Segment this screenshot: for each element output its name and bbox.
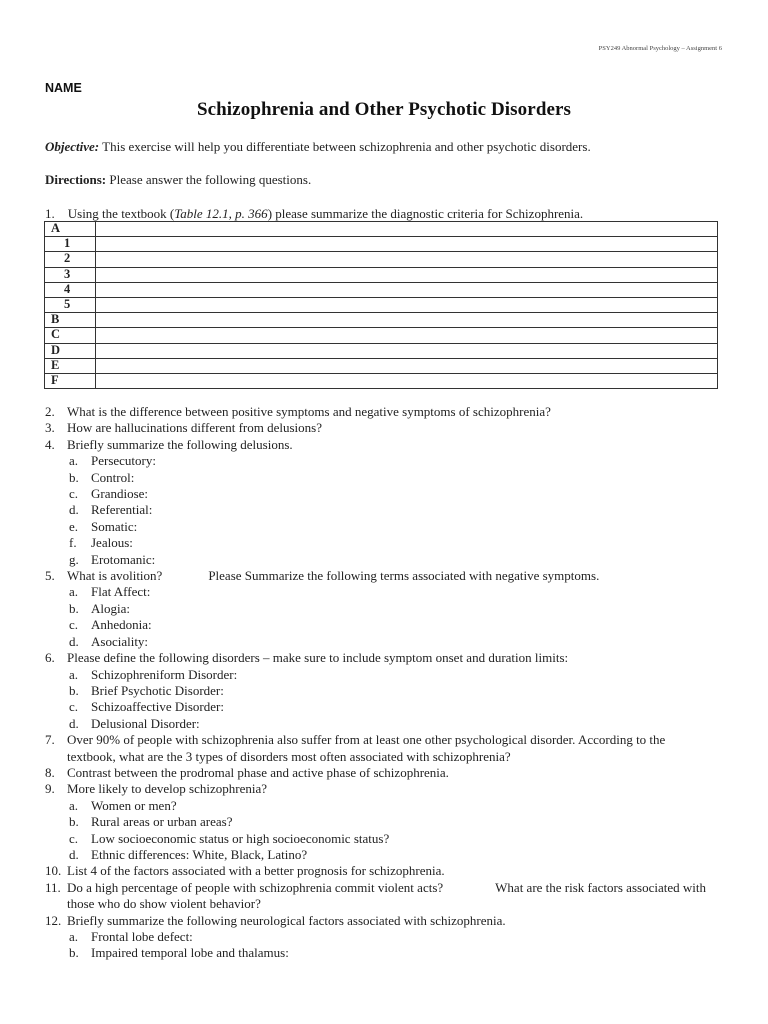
- item-text: Grandiose:: [91, 486, 149, 502]
- directions-text: Please answer the following questions.: [106, 172, 312, 187]
- item-text: Anhedonia:: [91, 617, 152, 633]
- directions-line: [45, 172, 311, 188]
- answer-cell[interactable]: [96, 358, 718, 373]
- question-number: 10.: [45, 863, 62, 879]
- question-text: What is avolition?: [67, 568, 163, 584]
- item-text: Rural areas or urban areas?: [91, 814, 233, 830]
- question-8: [45, 765, 735, 781]
- table-row: [45, 252, 718, 267]
- table-row: [45, 373, 718, 388]
- item-text: Flat Affect:: [91, 584, 151, 600]
- question-number: 5.: [45, 568, 55, 584]
- item-text: Ethnic differences: White, Black, Latino?: [91, 846, 308, 862]
- question-text: Contrast between the prodromal phase and active phase of schizophrenia.: [67, 764, 449, 780]
- answer-cell[interactable]: [96, 297, 718, 312]
- question-9: [45, 781, 735, 797]
- question-number: 7.: [45, 732, 55, 748]
- textbook-reference: Table 12.1, p. 366: [174, 206, 268, 221]
- page-title: Schizophrenia and Other Psychotic Disorders: [196, 99, 572, 120]
- answer-cell[interactable]: [96, 343, 718, 358]
- question-4: [45, 437, 735, 453]
- directions-label: Directions:: [45, 172, 107, 187]
- answer-cell[interactable]: [96, 252, 718, 267]
- item-letter: a.: [69, 453, 79, 469]
- item-text: Impaired temporal lobe and thalamus:: [91, 945, 289, 961]
- answer-cell[interactable]: [96, 267, 718, 282]
- table-row: [45, 297, 718, 312]
- list-item: [69, 601, 735, 617]
- list-item: [69, 847, 735, 863]
- item-text: Referential:: [91, 502, 153, 518]
- item-letter: a.: [69, 797, 79, 813]
- question-text: Using the textbook (: [67, 206, 175, 221]
- item-text: Somatic:: [91, 518, 138, 534]
- list-item: [69, 552, 735, 568]
- table-row: [45, 237, 718, 252]
- item-text: Schizoaffective Disorder:: [91, 699, 224, 715]
- question-text-end: ) please summarize the diagnostic criteria for Schizophrenia.: [267, 206, 584, 221]
- answer-cell[interactable]: [96, 282, 718, 297]
- question-number: 2.: [45, 404, 55, 419]
- item-text: Persecutory:: [91, 453, 156, 469]
- item-letter: a.: [69, 666, 79, 682]
- row-label: C: [45, 328, 96, 343]
- item-text: Schizophreniform Disorder:: [91, 666, 238, 682]
- neuro-factor-list: [45, 929, 735, 962]
- question-text: More likely to develop schizophrenia?: [67, 781, 267, 797]
- item-letter: b.: [69, 682, 79, 698]
- item-letter: d.: [69, 502, 79, 518]
- list-item: [69, 453, 735, 469]
- question-text: Please define the following disorders – make sure to include symptom onset and duration limits:: [67, 650, 569, 666]
- answer-cell[interactable]: [96, 237, 718, 252]
- item-letter: a.: [69, 584, 79, 600]
- list-item: [69, 716, 735, 732]
- item-text: Asociality:: [91, 633, 149, 649]
- row-label: A: [45, 222, 96, 237]
- item-text: Women or men?: [91, 797, 177, 813]
- question-number: 6.: [45, 650, 55, 666]
- item-text: Brief Psychotic Disorder:: [91, 682, 224, 698]
- question-number: 3.: [45, 420, 55, 436]
- question-6: [45, 650, 735, 666]
- item-letter: e.: [69, 518, 79, 534]
- name-label: NAME: [45, 81, 82, 95]
- row-label: 2: [45, 252, 96, 267]
- item-text: Delusional Disorder:: [91, 715, 200, 731]
- table-row: [45, 328, 718, 343]
- table-row: [45, 358, 718, 373]
- item-letter: f.: [69, 535, 77, 551]
- answer-cell[interactable]: [96, 313, 718, 328]
- course-header: PSY249 Abnormal Psychology – Assignment 6: [598, 45, 722, 52]
- item-letter: c.: [69, 830, 79, 846]
- list-item: [69, 929, 735, 945]
- item-letter: b.: [69, 945, 79, 961]
- item-text: Frontal lobe defect:: [91, 929, 193, 944]
- list-item: [69, 634, 735, 650]
- question-text: What is the difference between positive symptoms and negative symptoms of schizophrenia?: [67, 404, 551, 419]
- objective-line: [45, 139, 591, 155]
- table-row: [45, 313, 718, 328]
- item-letter: b.: [69, 469, 79, 485]
- table-row: [45, 267, 718, 282]
- item-letter: d.: [69, 715, 79, 731]
- question-3: [45, 420, 735, 436]
- question-11: [45, 880, 735, 913]
- list-item: [69, 470, 735, 486]
- question-text: Do a high percentage of people with schizophrenia commit violent acts?: [67, 879, 444, 895]
- question-text: Briefly summarize the following delusions.: [67, 436, 293, 452]
- list-item: [69, 486, 735, 502]
- table-row: [45, 343, 718, 358]
- row-label: F: [45, 373, 96, 388]
- item-letter: d.: [69, 846, 79, 862]
- objective-label: Objective:: [45, 139, 100, 154]
- item-text: Jealous:: [91, 535, 133, 551]
- answer-cell[interactable]: [96, 373, 718, 388]
- question-text: Briefly summarize the following neurological factors associated with schizophrenia.: [67, 912, 506, 928]
- question-text-continued: textbook, what are the 3 types of disorders most often associated with schizophrenia?: [67, 748, 511, 764]
- list-item: [69, 502, 735, 518]
- question-number: 8.: [45, 764, 55, 780]
- item-letter: c.: [69, 699, 79, 715]
- question-2: [45, 404, 735, 420]
- objective-text: This exercise will help you differentiate between schizophrenia and other psychotic disorders.: [99, 139, 591, 154]
- item-text: Control:: [91, 469, 135, 485]
- question-text: Over 90% of people with schizophrenia also suffer from at least one other psychological disorder. According to the: [67, 732, 666, 748]
- list-item: [69, 683, 735, 699]
- list-item: [69, 945, 735, 961]
- row-label: B: [45, 313, 96, 328]
- answer-cell[interactable]: [96, 222, 718, 237]
- list-item: [69, 584, 735, 600]
- row-label: 3: [45, 267, 96, 282]
- row-label: E: [45, 358, 96, 373]
- row-label: 5: [45, 297, 96, 312]
- risk-group-list: [45, 798, 735, 864]
- question-number: 4.: [45, 436, 55, 452]
- item-letter: g.: [69, 551, 79, 567]
- row-label: D: [45, 343, 96, 358]
- question-number: 12.: [45, 912, 62, 928]
- item-letter: b.: [69, 814, 79, 830]
- table-row: [45, 222, 718, 237]
- question-number: 9.: [45, 781, 55, 797]
- question-12: [45, 913, 735, 929]
- question-1: [45, 206, 583, 222]
- list-item: [69, 519, 735, 535]
- question-text-secondary: What are the risk factors associated with: [495, 879, 706, 895]
- list-item: [69, 699, 735, 715]
- item-letter: b.: [69, 600, 79, 616]
- list-item: [69, 814, 735, 830]
- item-letter: c.: [69, 486, 79, 502]
- item-text: Erotomanic:: [91, 551, 156, 567]
- item-letter: d.: [69, 633, 79, 649]
- criteria-table: [44, 221, 718, 389]
- list-item: [69, 667, 735, 683]
- question-text-continued: those who do show violent behavior?: [67, 896, 261, 912]
- question-number: 11.: [45, 879, 61, 895]
- row-label: 1: [45, 237, 96, 252]
- question-list: [45, 404, 735, 962]
- answer-cell[interactable]: [96, 328, 718, 343]
- question-5: [45, 568, 735, 584]
- list-item: [69, 798, 735, 814]
- question-10: [45, 863, 735, 879]
- list-item: [69, 535, 735, 551]
- question-text: List 4 of the factors associated with a better prognosis for schizophrenia.: [67, 863, 445, 879]
- question-number: 1.: [45, 206, 55, 221]
- list-item: [69, 831, 735, 847]
- question-text-secondary: Please Summarize the following terms associated with negative symptoms.: [208, 568, 600, 584]
- question-text: How are hallucinations different from delusions?: [67, 420, 322, 436]
- question-7: [45, 732, 735, 765]
- item-text: Alogia:: [91, 600, 130, 616]
- item-letter: a.: [69, 929, 79, 944]
- row-label: 4: [45, 282, 96, 297]
- disorder-list: [45, 667, 735, 733]
- delusion-list: [45, 453, 735, 568]
- list-item: [69, 617, 735, 633]
- item-letter: c.: [69, 617, 79, 633]
- table-row: [45, 282, 718, 297]
- item-text: Low socioeconomic status or high socioeconomic status?: [91, 830, 390, 846]
- negative-symptom-list: [45, 584, 735, 650]
